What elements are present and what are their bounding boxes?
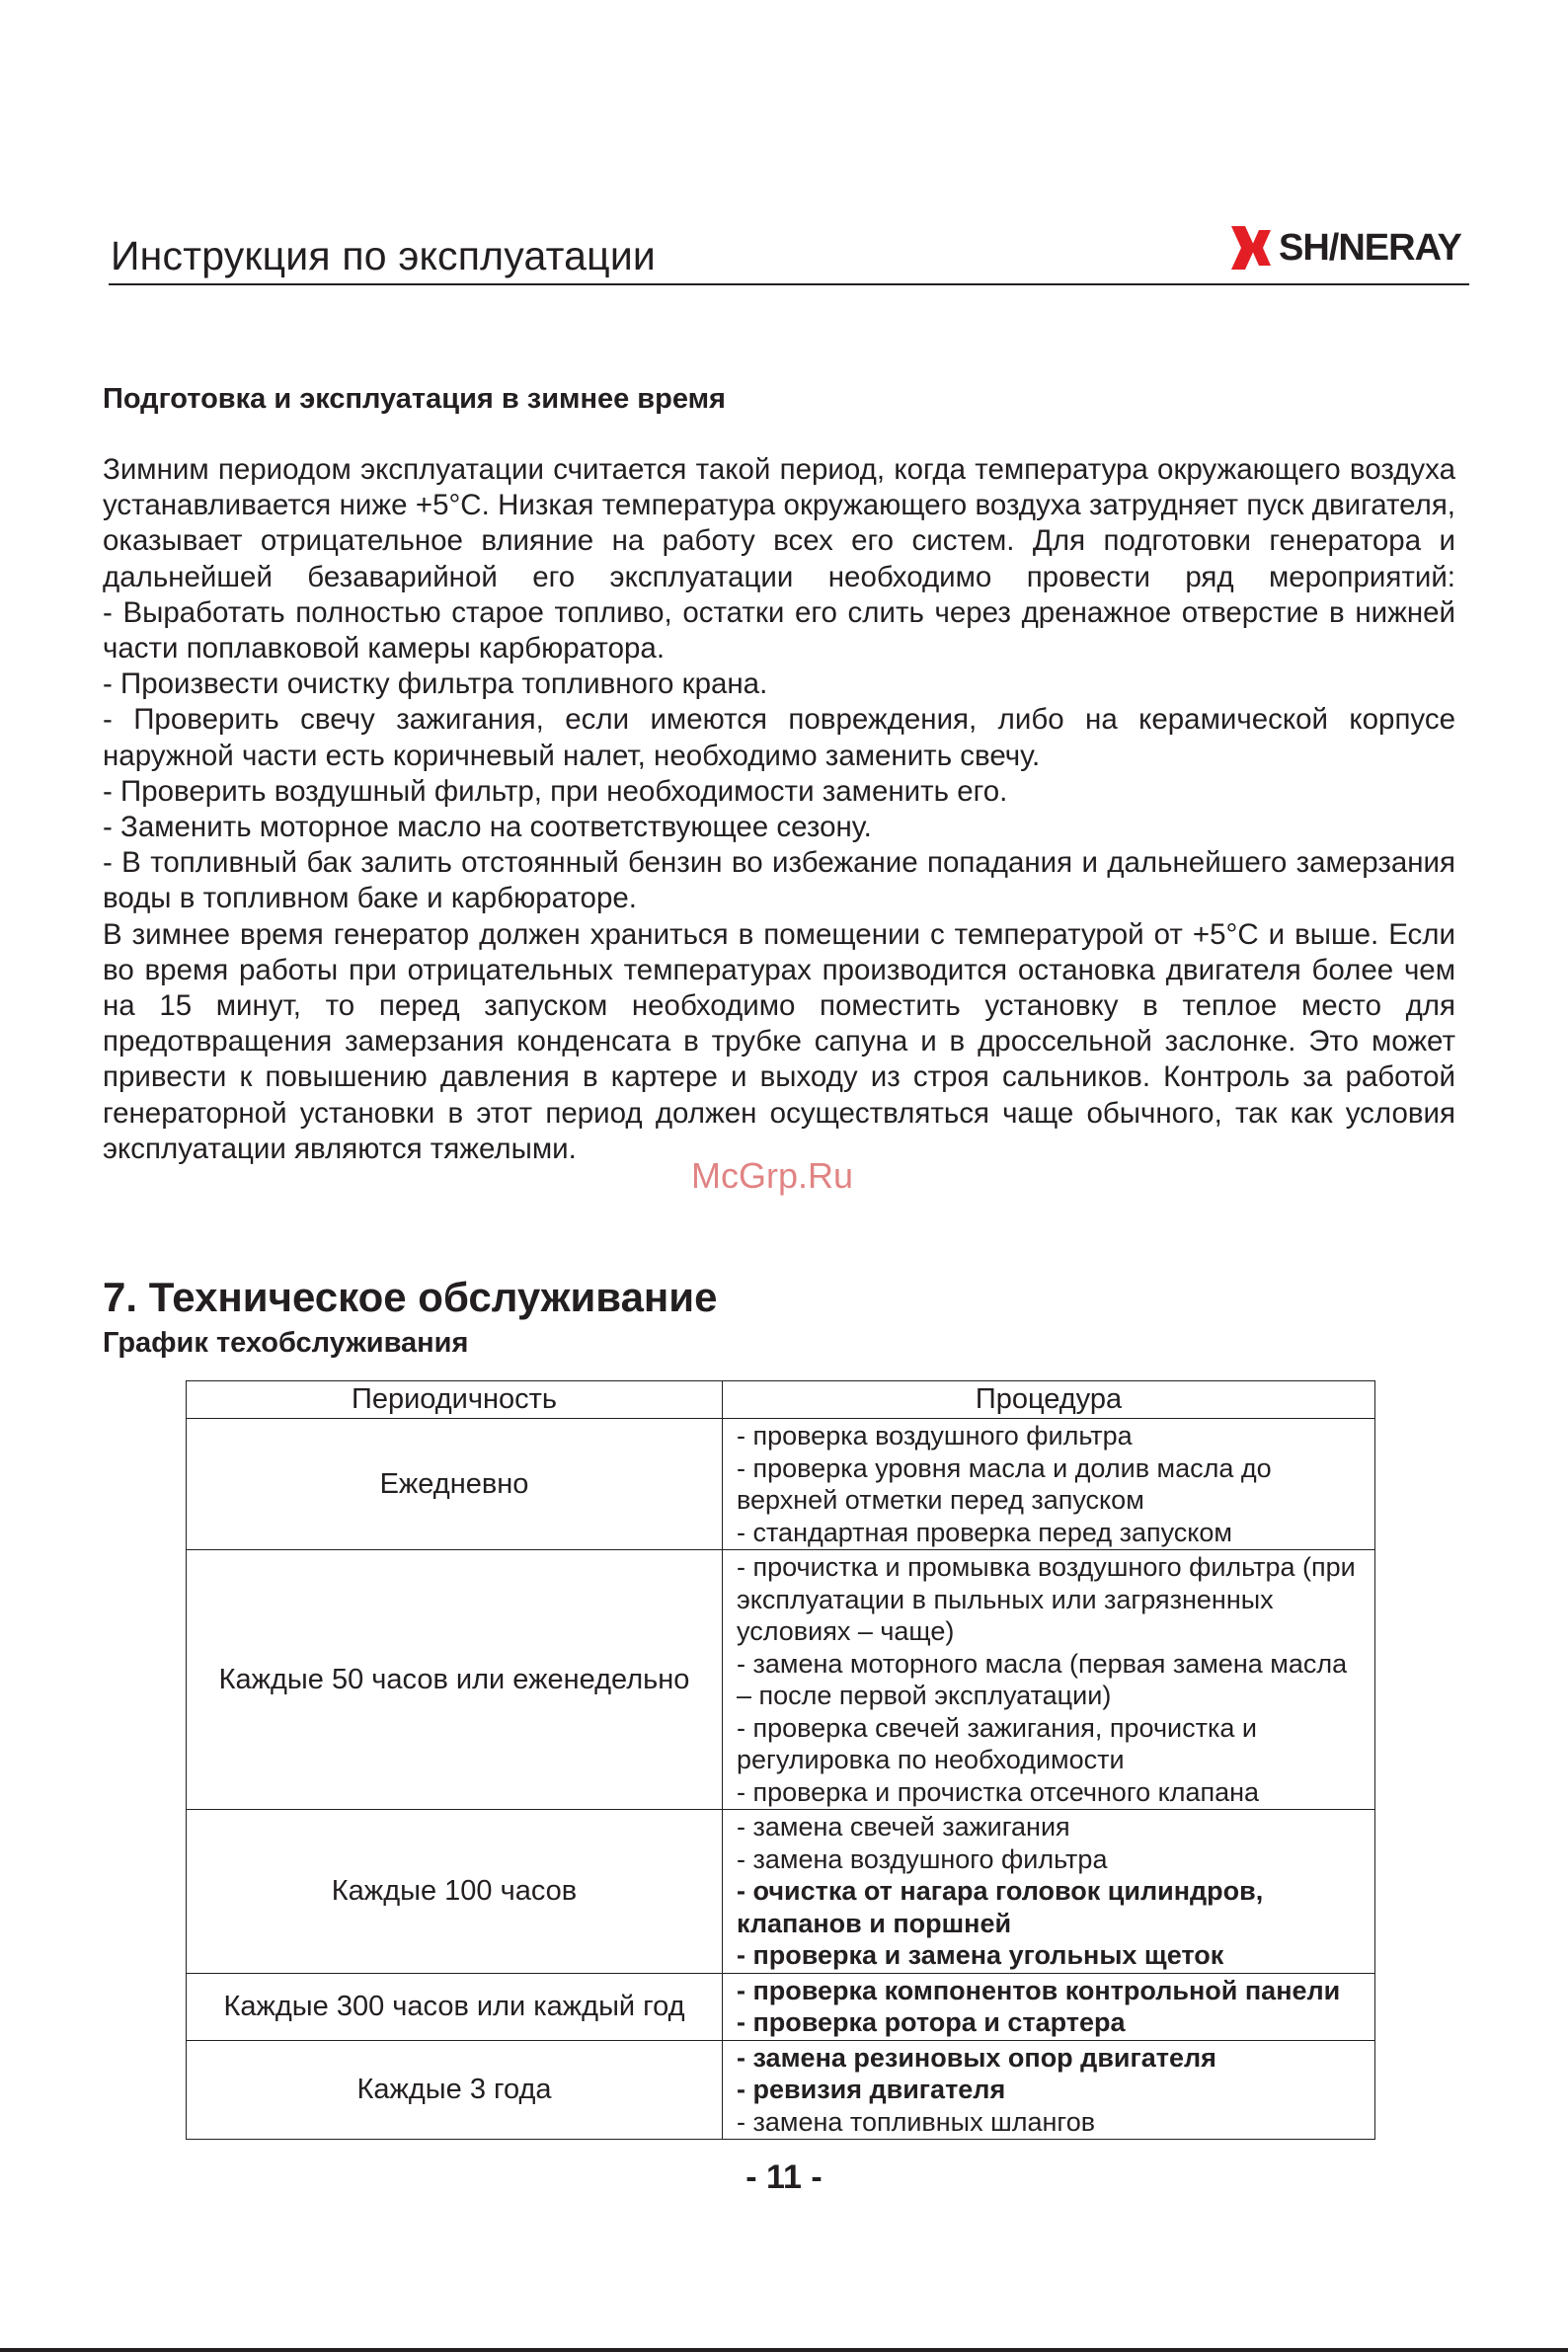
paragraph-storage: В зимнее время генератор должен храниться в помещении с температурой от +5°С и выше. Если во время работы при отрицательных температурах производится остановка двигателя более чем на 15 минут, то перед запуском необходимо поместить установку в теплое место для предотвращения замерзания конденсата в трубке сапуна и в дроссельной заслонке. Это может привести к повышению давления в картере и выходу из строя сальников. Контроль за работой генераторной установки в этот период должен осуществляться чаще обычного, так как условия эксплуатации являются тяжелыми. [103, 917, 1455, 1165]
paragraph-spark: - Проверить свечу зажигания, если имеются повреждения, либо на керамической корпусе наружной части есть коричневый налет, необходимо заменить свечу. [103, 703, 1455, 772]
procedure-line: - стандартная проверка перед запуском [737, 1517, 1232, 1547]
procedure-line: - замена моторного масла (первая замена масла [737, 1648, 1348, 1679]
paragraph-intro: Зимним периодом эксплуатации считается такой период, когда температура окружающего воздуха устанавливается ниже +5°С. Низкая температура окружающего воздуха затрудняет пуск двигателя, оказывает отрицательное влияние на работу всех его систем. Для подготовки генератора и дальнейшей безаварийной его эксплуатации необходимо провести ряд мероприятий: [103, 453, 1455, 593]
table-row [187, 1419, 1375, 1550]
table-row [187, 1973, 1375, 2040]
table-row [187, 1550, 1375, 1810]
procedure-line: – после первой эксплуатации) [737, 1681, 1112, 1710]
table-header-row [187, 1381, 1375, 1419]
paragraph-gasoline: - В топливный бак залить отстоянный бензин во избежание попадания и дальнейшего замерзания воды в топливном баке и карбюраторе. [103, 846, 1455, 915]
winter-section-heading: Подготовка и эксплуатация в зимнее время [103, 383, 726, 415]
bottom-border [0, 2348, 1568, 2352]
period-cell: Каждые 100 часов [187, 1810, 723, 1974]
procedure-line: - замена топливных шлангов [737, 2106, 1096, 2137]
procedure-line: - прочистка и промывка воздушного фильтра (при [737, 1552, 1356, 1582]
winter-section-body [103, 452, 1455, 1167]
paragraph-air-filter: - Проверить воздушный фильтр, при необходимости заменить его. [103, 774, 1008, 808]
shineray-logo [1229, 222, 1461, 274]
period-cell: Каждые 300 часов или каждый год [187, 1973, 723, 2040]
procedure-line: верхней отметки перед запуском [737, 1485, 1144, 1515]
logo-wordmark: SH/NERAY [1279, 226, 1461, 269]
procedure-line: - ревизия двигателя [737, 2075, 1006, 2104]
period-cell: Каждые 50 часов или еженедельно [187, 1550, 723, 1810]
procedure-cell [723, 1810, 1375, 1974]
paragraph-filter: - Произвести очистку фильтра топливного крана. [103, 667, 768, 701]
procedure-cell [723, 2040, 1375, 2140]
shineray-logo-icon [1229, 224, 1273, 272]
procedure-line: условиях – чаще) [737, 1616, 955, 1646]
column-header-period: Периодичность [187, 1381, 723, 1419]
procedure-cell [723, 1973, 1375, 2040]
procedure-line: - замена свечей зажигания [737, 1812, 1070, 1842]
procedure-line: - проверка уровня масла и долив масла до [737, 1452, 1272, 1483]
period-cell: Ежедневно [187, 1419, 723, 1550]
chapter-title: 7. Техническое обслуживание [103, 1274, 718, 1320]
procedure-line: - очистка от нагара головок цилиндров, [737, 1876, 1264, 1906]
paragraph-oil: - Заменить моторное масло на соответствующее сезону. [103, 811, 872, 844]
procedure-line: клапанов и поршней [737, 1908, 1012, 1938]
column-header-procedure: Процедура [723, 1381, 1375, 1419]
table-row [187, 1810, 1375, 1974]
procedure-line: эксплуатации в пыльных или загрязненных [737, 1584, 1274, 1614]
procedure-cell [723, 1550, 1375, 1810]
schedule-subtitle: График техобслуживания [103, 1327, 469, 1359]
procedure-cell [723, 1419, 1375, 1550]
page-number: - 11 - [745, 2158, 823, 2196]
procedure-line: - проверка ротора и стартера [737, 2007, 1126, 2037]
watermark: McGrp.Ru [691, 1155, 854, 1196]
procedure-line: - проверка и замена угольных щеток [737, 1940, 1224, 1970]
procedure-line: - проверка свечей зажигания, прочистка и [737, 1712, 1257, 1743]
procedure-line: - замена резиновых опор двигателя [737, 2042, 1216, 2073]
period-cell: Каждые 3 года [187, 2040, 723, 2140]
procedure-line: регулировка по необходимости [737, 1745, 1125, 1774]
procedure-line: - проверка воздушного фильтра [737, 1421, 1133, 1450]
document-header-title: Инструкция по эксплуатации [111, 233, 657, 278]
header-divider [109, 283, 1469, 285]
paragraph-fuel: - Выработать полностью старое топливо, остатки его слить через дренажное отверстие в нижней части поплавковой камеры карбюратора. [103, 595, 1455, 666]
maintenance-schedule-table [186, 1380, 1375, 2140]
table-row [187, 2040, 1375, 2140]
procedure-line: - проверка компонентов контрольной панели [737, 1975, 1341, 2005]
procedure-line: - замена воздушного фильтра [737, 1843, 1108, 1874]
procedure-line: - проверка и прочистка отсечного клапана [737, 1776, 1260, 1807]
